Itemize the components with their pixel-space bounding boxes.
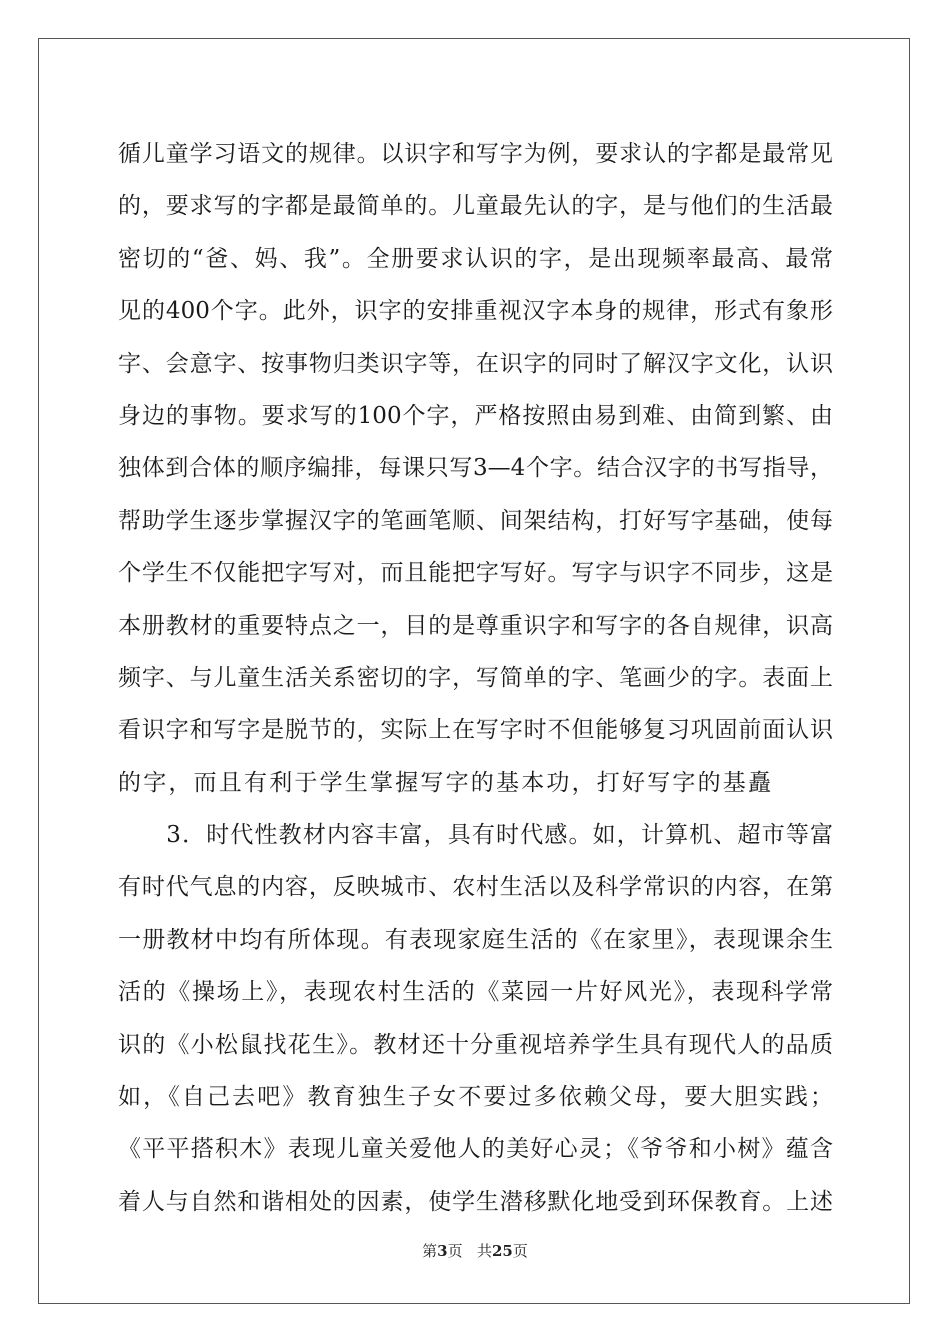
text-line: 一册教材中均有所体现。有表现家庭生活的《在家里》，表现课余生 bbox=[118, 926, 833, 953]
text-line: 频字、与儿童生活关系密切的字，写简单的字、笔画少的字。表面上 bbox=[118, 664, 833, 691]
text-line: 的，要求写的字都是最简单的。儿童最先认的字，是与他们的生活最 bbox=[118, 193, 833, 220]
total-pages: 25 bbox=[491, 1242, 513, 1260]
text-line: 看识字和写字是脱节的，实际上在写字时不但能够复习巩固前面认识 bbox=[118, 717, 833, 744]
text-line: 独体到合体的顺序编排，每课只写3—4个字。结合汉字的书写指导， bbox=[118, 455, 833, 482]
text-line: 着人与自然和谐相处的因素，使学生潜移默化地受到环保教育。上述 bbox=[118, 1188, 833, 1215]
text-line: 帮助学生逐步掌握汉字的笔画笔顺、间架结构，打好写字基础，使每 bbox=[118, 507, 833, 534]
document-body bbox=[118, 128, 833, 1228]
text-line: 密切的“爸、妈、我”。全册要求认识的字，是出现频率最高、最常 bbox=[118, 245, 833, 272]
paragraph-start-line: 3．时代性教材内容丰富，具有时代感。如，计算机、超市等富 bbox=[118, 822, 833, 849]
text-line: 本册教材的重要特点之一，目的是尊重识字和写字的各自规律，识高 bbox=[118, 612, 833, 639]
footer-prefix: 第 bbox=[422, 1242, 438, 1260]
page-footer bbox=[0, 1240, 950, 1261]
text-line: 循儿童学习语文的规律。以识字和写字为例，要求认的字都是最常见 bbox=[118, 141, 833, 167]
footer-total-prefix: 共 bbox=[476, 1242, 492, 1260]
text-line: 个学生不仅能把字写对，而且能把字写好。写字与识字不同步，这是 bbox=[118, 560, 833, 587]
text-line: 的字，而且有利于学生掌握写字的基本功，打好写字的基矗 bbox=[118, 769, 774, 796]
text-line: 有时代气息的内容，反映城市、农村生活以及科学常识的内容，在第 bbox=[118, 874, 833, 901]
footer-total-suffix: 页 bbox=[512, 1242, 528, 1260]
page-number: 3 bbox=[437, 1242, 448, 1260]
text-line: 活的《操场上》，表现农村生活的《菜园一片好风光》，表现科学常 bbox=[118, 979, 833, 1006]
text-line: 《平平搭积木》表现儿童关爱他人的美好心灵；《爷爷和小树》蕴含 bbox=[118, 1136, 833, 1163]
text-line: 字、会意字、按事物归类识字等，在识字的同时了解汉字文化，认识 bbox=[118, 350, 833, 377]
footer-page-suffix: 页 bbox=[447, 1242, 463, 1260]
text-line: 如，《自己去吧》教育独生子女不要过多依赖父母，要大胆实践； bbox=[118, 1084, 833, 1111]
text-line: 识的《小松鼠找花生》。教材还十分重视培养学生具有现代人的品质 bbox=[118, 1031, 833, 1058]
text-line: 身边的事物。要求写的100个字，严格按照由易到难、由简到繁、由 bbox=[118, 402, 833, 429]
text-line: 见的400个字。此外，识字的安排重视汉字本身的规律，形式有象形 bbox=[118, 298, 833, 325]
